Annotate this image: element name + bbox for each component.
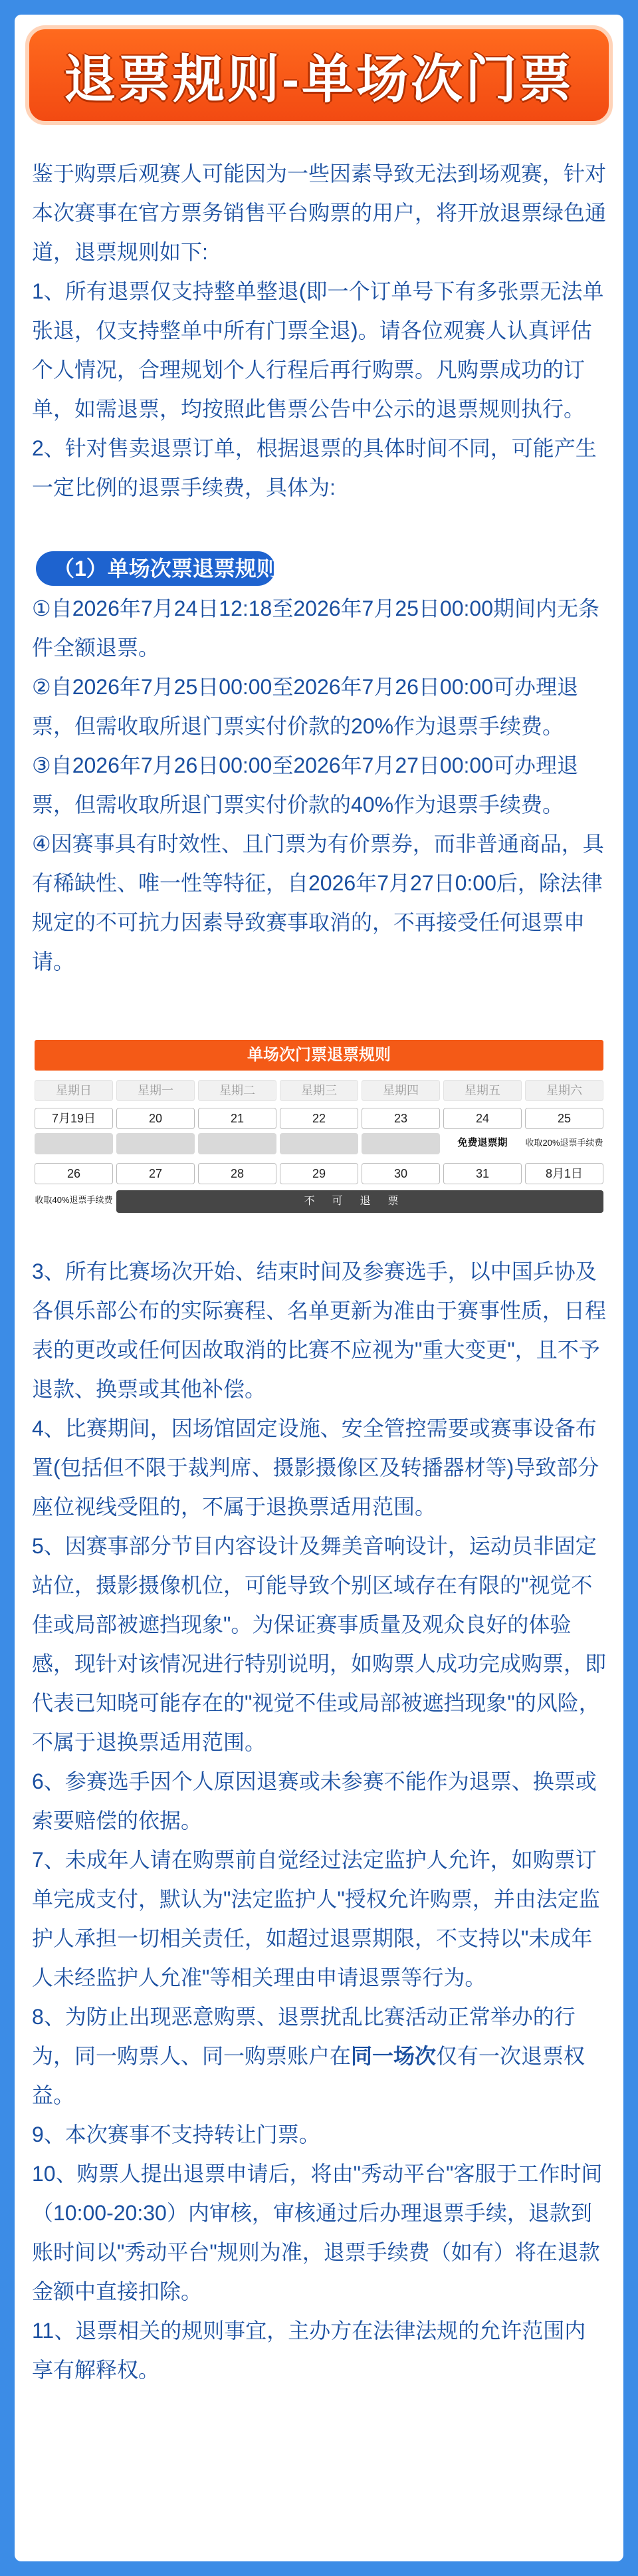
no-refund-bar: 不可退票 xyxy=(116,1190,603,1213)
date-cell: 20 xyxy=(116,1108,195,1129)
refund-item-2: ②自2026年7月25日00:00至2026年7月26日00:00可办理退票，但需收取所退门票实付价款的20%作为退票手续费。 xyxy=(32,675,579,738)
rule-11: 11、退票相关的规则事宜，主办方在法律法规的允许范围内享有解释权。 xyxy=(32,2319,586,2382)
date-cell: 28 xyxy=(198,1163,276,1184)
rule-1: 1、所有退票仅支持整单整退(即一个订单号下有多张票无法单张退，仅支持整单中所有门票全退)。请各位观赛人认真评估个人情况，合理规划个人行程后再行购票。凡购票成功的订单，如需退票，均按照此售票公告中公示的退票规则执行。 xyxy=(32,279,604,421)
date-cell: 21 xyxy=(198,1108,276,1129)
rule-3: 3、所有比赛场次开始、结束时间及参赛选手，以中国乒协及各俱乐部公布的实际赛程、名单更新为准由于赛事性质，日程表的更改或任何因故取消的比赛不应视为"重大变更"，且不予退款、换票或其他补偿。 xyxy=(32,1259,607,1401)
rule-8 xyxy=(32,1997,606,2115)
date-cell: 7月19日 xyxy=(35,1108,113,1129)
rule-7: 7、未成年人请在购票前自觉经过法定监护人允许，如购票订单完成支付，默认为"法定监护人"授权允许购票，并由法定监护人承担一切相关责任，如超过退票期限，不支持以"未成年人未经监护人允准"等相关理由申请退票等行为。 xyxy=(32,1848,600,1990)
free-refund-note: 免费退票期 xyxy=(457,1137,508,1148)
refund-items xyxy=(32,589,606,981)
subheading-pill: （1）单场次票退票规则: xyxy=(36,551,275,586)
weekday-wed: 星期三 xyxy=(280,1080,358,1101)
rule-8-text-a: 8、为防止出现恶意购票、退票扰乱比赛活动正常举办的行为，同一购票人、同一购票账户在 xyxy=(32,2005,576,2068)
weekday-thu: 星期四 xyxy=(362,1080,440,1101)
date-cell: 8月1日 xyxy=(525,1163,603,1184)
refund-calendar-table xyxy=(35,1040,603,1228)
date-cell: 22 xyxy=(280,1108,358,1129)
blank-cell xyxy=(198,1133,276,1154)
title-banner xyxy=(25,25,613,125)
blank-cell xyxy=(280,1133,358,1154)
date-cell: 23 xyxy=(362,1108,440,1129)
page-title: 退票规则-单场次门票 xyxy=(64,50,574,108)
date-cell: 26 xyxy=(35,1163,113,1184)
date-cell: 29 xyxy=(280,1163,358,1184)
rules-upper xyxy=(32,154,606,507)
intro-paragraph: 鉴于购票后观赛人可能因为一些因素导致无法到场观赛，针对本次赛事在官方票务销售平台购票的用户，将开放退票绿色通道，退票规则如下: xyxy=(32,162,607,264)
rule-5: 5、因赛事部分节目内容设计及舞美音响设计，运动员非固定站位，摄影摄像机位，可能导致个别区域存在有限的"视觉不佳或局部被遮挡现象"。为保证赛事质量及观众良好的体验感，现针对该情况进行特别说明，如购票人成功完成购票，即代表已知晓可能存在的"视觉不佳或局部被遮挡现象"的风险，不属于退换票适用范围。 xyxy=(32,1534,607,1754)
blank-cell xyxy=(35,1133,113,1154)
rules-lower xyxy=(32,1252,606,2390)
fee20-note: 收取20%退票手续费 xyxy=(525,1138,603,1148)
date-cell: 25 xyxy=(525,1108,603,1129)
table-title: 单场次门票退票规则 xyxy=(35,1040,603,1071)
weekday-tue: 星期二 xyxy=(198,1080,276,1101)
rule-9: 9、本次赛事不支持转让门票。 xyxy=(32,2123,320,2146)
refund-item-3: ③自2026年7月26日00:00至2026年7月27日00:00可办理退票，但需收取所退门票实付价款的40%作为退票手续费。 xyxy=(32,753,579,817)
fee40-note: 收取40%退票手续费 xyxy=(35,1195,113,1205)
weekday-sun: 星期日 xyxy=(35,1080,113,1101)
refund-item-4: ④因赛事具有时效性、且门票为有价票券，而非普通商品，具有稀缺性、唯一性等特征，自2026年7月27日0:00后，除法律规定的不可抗力因素导致赛事取消的，不再接受任何退票申请。 xyxy=(32,832,604,973)
rule-2: 2、针对售卖退票订单，根据退票的具体时间不同，可能产生一定比例的退票手续费，具体为: xyxy=(32,436,597,499)
blank-cell xyxy=(362,1133,440,1154)
weekday-mon: 星期一 xyxy=(116,1080,195,1101)
blank-cell xyxy=(116,1133,195,1154)
date-cell: 24 xyxy=(443,1108,522,1129)
rule-4: 4、比赛期间，因场馆固定设施、安全管控需要或赛事设备布置(包括但不限于裁判席、摄影摄像区及转播器材等)导致部分座位视线受阻的，不属于退换票适用范围。 xyxy=(32,1416,599,1519)
date-cell: 31 xyxy=(443,1163,522,1184)
rule-8-highlight: 同一场次 xyxy=(351,2044,437,2068)
weekday-fri: 星期五 xyxy=(443,1080,522,1101)
rule-6: 6、参赛选手因个人原因退赛或未参赛不能作为退票、换票或索要赔偿的依据。 xyxy=(32,1769,597,1833)
date-cell: 27 xyxy=(116,1163,195,1184)
rule-10: 10、购票人提出退票申请后，将由"秀动平台"客服于工作时间（10:00-20:30）内审核，审核通过后办理退票手续，退款到账时间以"秀动平台"规则为准，退票手续费（如有）将在退款金额中直接扣除。 xyxy=(32,2162,603,2303)
rule-8-text-b: 仅有一次退票权益。 xyxy=(32,2044,585,2107)
date-cell: 30 xyxy=(362,1163,440,1184)
weekday-sat: 星期六 xyxy=(525,1080,603,1101)
refund-item-1: ①自2026年7月24日12:18至2026年7月25日00:00期间内无条件全额退票。 xyxy=(32,596,600,660)
